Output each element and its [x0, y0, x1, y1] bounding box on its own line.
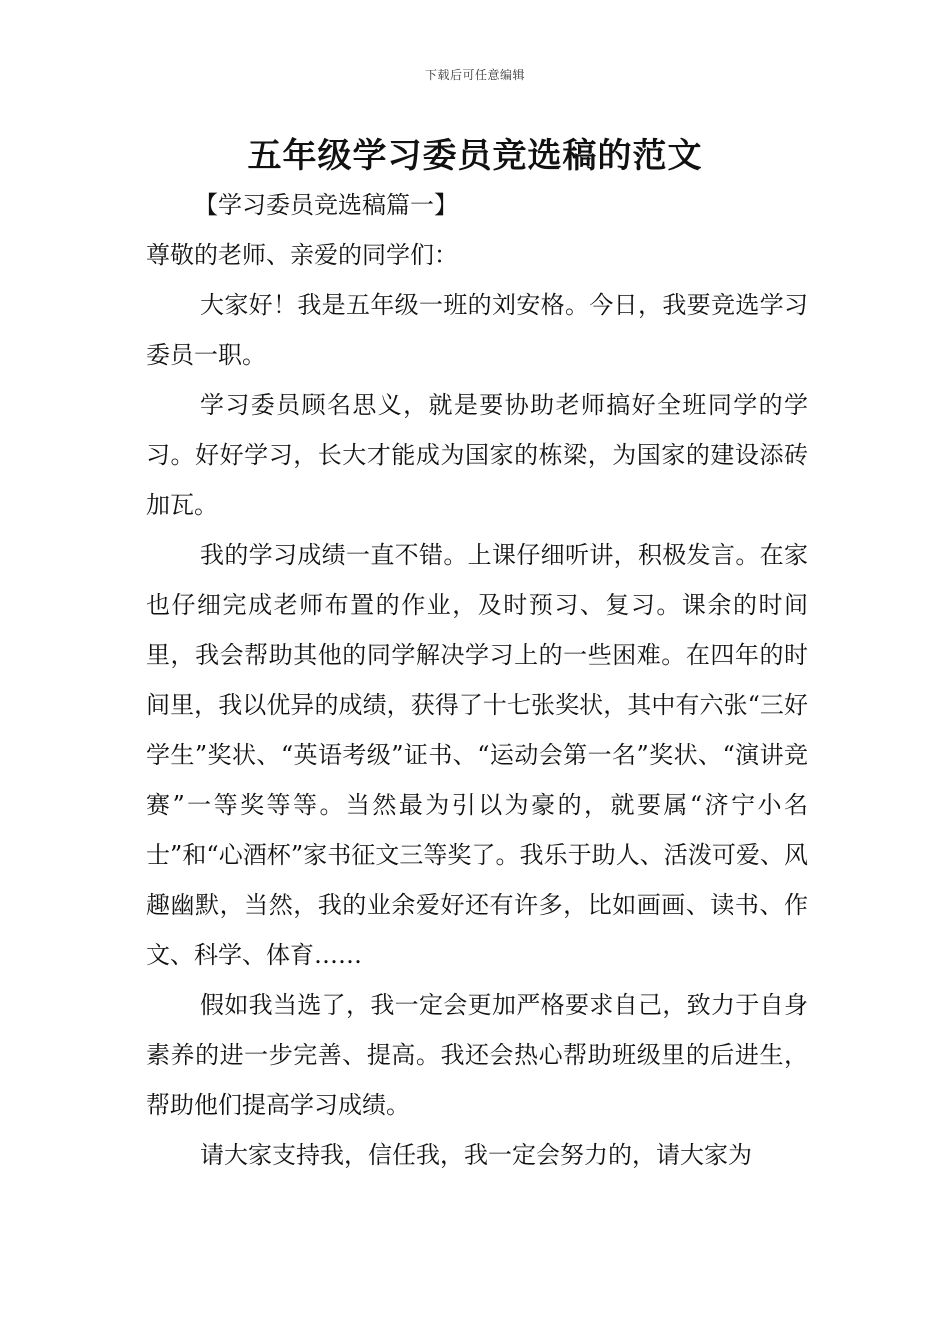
- salutation: 尊敬的老师、亲爱的同学们：: [146, 241, 458, 269]
- section-heading: 【学习委员竞选稿篇一】: [194, 191, 458, 219]
- document-body: [146, 180, 808, 1180]
- paragraph-intro: 大家好！我是五年级一班的刘安格。今日，我要竞选学习委员一职。: [146, 291, 808, 369]
- paragraph-role: 学习委员顾名思义，就是要协助老师搞好全班同学的学习。好好学习，长大才能成为国家的栋梁，为国家的建设添砖加瓦。: [146, 391, 808, 519]
- paragraph-promise: 假如我当选了，我一定会更加严格要求自己，致力于自身素养的进一步完善、提高。我还会热心帮助班级里的后进生，帮助他们提高学习成绩。: [146, 991, 808, 1119]
- paragraph-achievements: 我的学习成绩一直不错。上课仔细听讲，积极发言。在家也仔细完成老师布置的作业，及时预习、复习。课余的时间里，我会帮助其他的同学解决学习上的一些困难。在四年的时间里，我以优异的成绩，获得了十七张奖状，其中有六张“三好学生”奖状、“英语考级”证书、“运动会第一名”奖状、“演讲竞赛”一等奖等等。当然最为引以为豪的，就要属“济宁小名士”和“心酒杯”家书征文三等奖了。我乐于助人、活泼可爱、风趣幽默，当然，我的业余爱好还有许多，比如画画、读书、作文、科学、体育……: [146, 541, 808, 969]
- document-title: 五年级学习委员竞选稿的范文: [247, 136, 703, 176]
- paragraph-closing: 请大家支持我，信任我，我一定会努力的，请大家为: [200, 1141, 752, 1169]
- header-note: 下载后可任意编辑: [424, 68, 525, 82]
